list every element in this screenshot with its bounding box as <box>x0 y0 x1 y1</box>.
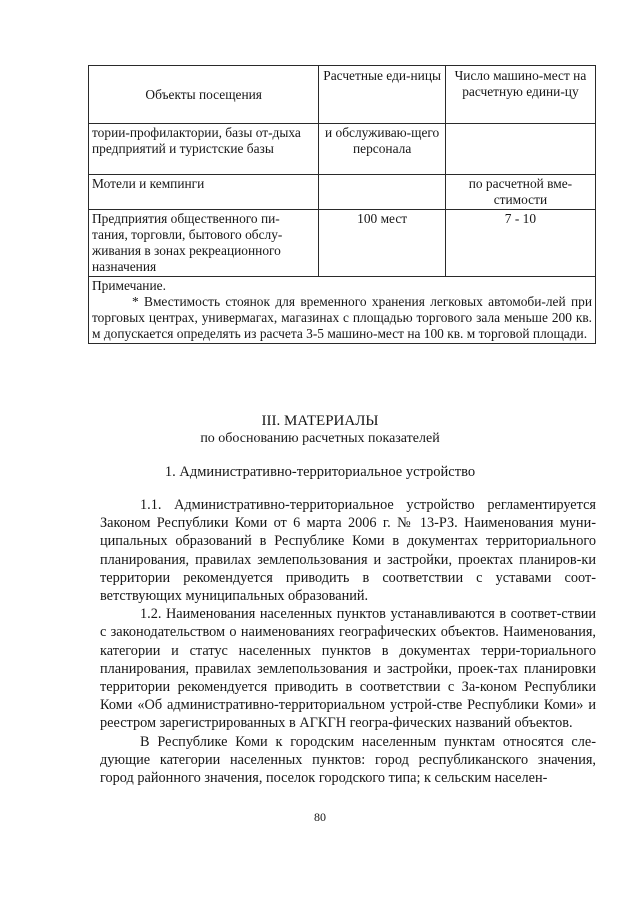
body-text <box>100 496 596 787</box>
table-note-row <box>89 277 596 344</box>
table-header-cell: Объекты посещения <box>89 66 319 124</box>
table-cell: Мотели и кемпинги <box>89 175 319 210</box>
paragraph: В Республике Коми к городским населенным пунктам относятся сле-дующие категории населенных пунктов: город республиканского значения, город районного значения, поселок городского типа; к сельским населен- <box>100 733 596 787</box>
note-text: * Вместимость стоянок для временного хранения легковых автомоби-лей при торговых центрах, универмагах, магазинах с площадью торгового зала меньше 200 кв. м допускается определять из расчета 3-5 машино-мест на 100 кв. м торговой площади. <box>92 294 592 341</box>
table-cell: по расчетной вме-стимости <box>445 175 595 210</box>
table-cell <box>319 175 445 210</box>
table-row <box>89 124 596 175</box>
table-cell: тории-профилактории, базы от-дыха предприятий и туристские базы <box>89 124 319 175</box>
table-cell <box>445 124 595 175</box>
table-note-cell <box>89 277 596 344</box>
table-header-cell: Расчетные еди-ницы <box>319 66 445 124</box>
table-row <box>89 175 596 210</box>
parking-norms-table <box>88 65 596 344</box>
paragraph: 1.1. Административно-территориальное устройство регламентируется Законом Республики Коми от 6 марта 2006 г. № 13-РЗ. Наименования муни-ципальных образований в Республике Коми в документах территориального планирования, правилах землепользования и застройки, проектах планиров-ки территории рекомендуется приводить в соответствии с уставами соот-ветствующих муниципальных образований. <box>100 497 596 605</box>
section-subtitle: по обоснованию расчетных показателей <box>200 431 440 446</box>
table-row <box>89 210 596 277</box>
subsection-heading: 1. Административно-территориальное устройство <box>164 464 476 480</box>
paragraph: 1.2. Наименования населенных пунктов устанавливаются в соответ-ствии с законодательством о наименованиях географических объектов. Наименования, категории и статус населенных пунктов в документах терри-ториального планирования, правилах землепользования и застройки, проек-тах планировки территории рекомендуется приводить в соответствии с За-коном Республики Коми «Об административно-территориальном устрой-стве Республики Коми» и реестром зарегистрированных в АГКГН геогра-фических названий объектов. <box>100 606 596 732</box>
table-header-cell: Число машино-мест на расчетную едини-цу <box>445 66 595 124</box>
table-cell: 100 мест <box>319 210 445 277</box>
page-number: 80 <box>314 810 326 824</box>
table-cell: 7 - 10 <box>445 210 595 277</box>
table-cell: и обслуживаю-щего персонала <box>319 124 445 175</box>
section-title: III. МАТЕРИАЛЫ <box>261 413 379 429</box>
table-header-row <box>89 66 596 124</box>
table-cell: Предприятия общественного пи-тания, торговли, бытового обслу-живания в зонах рекреационного назначения <box>89 210 319 277</box>
note-label: Примечание. <box>92 278 166 293</box>
